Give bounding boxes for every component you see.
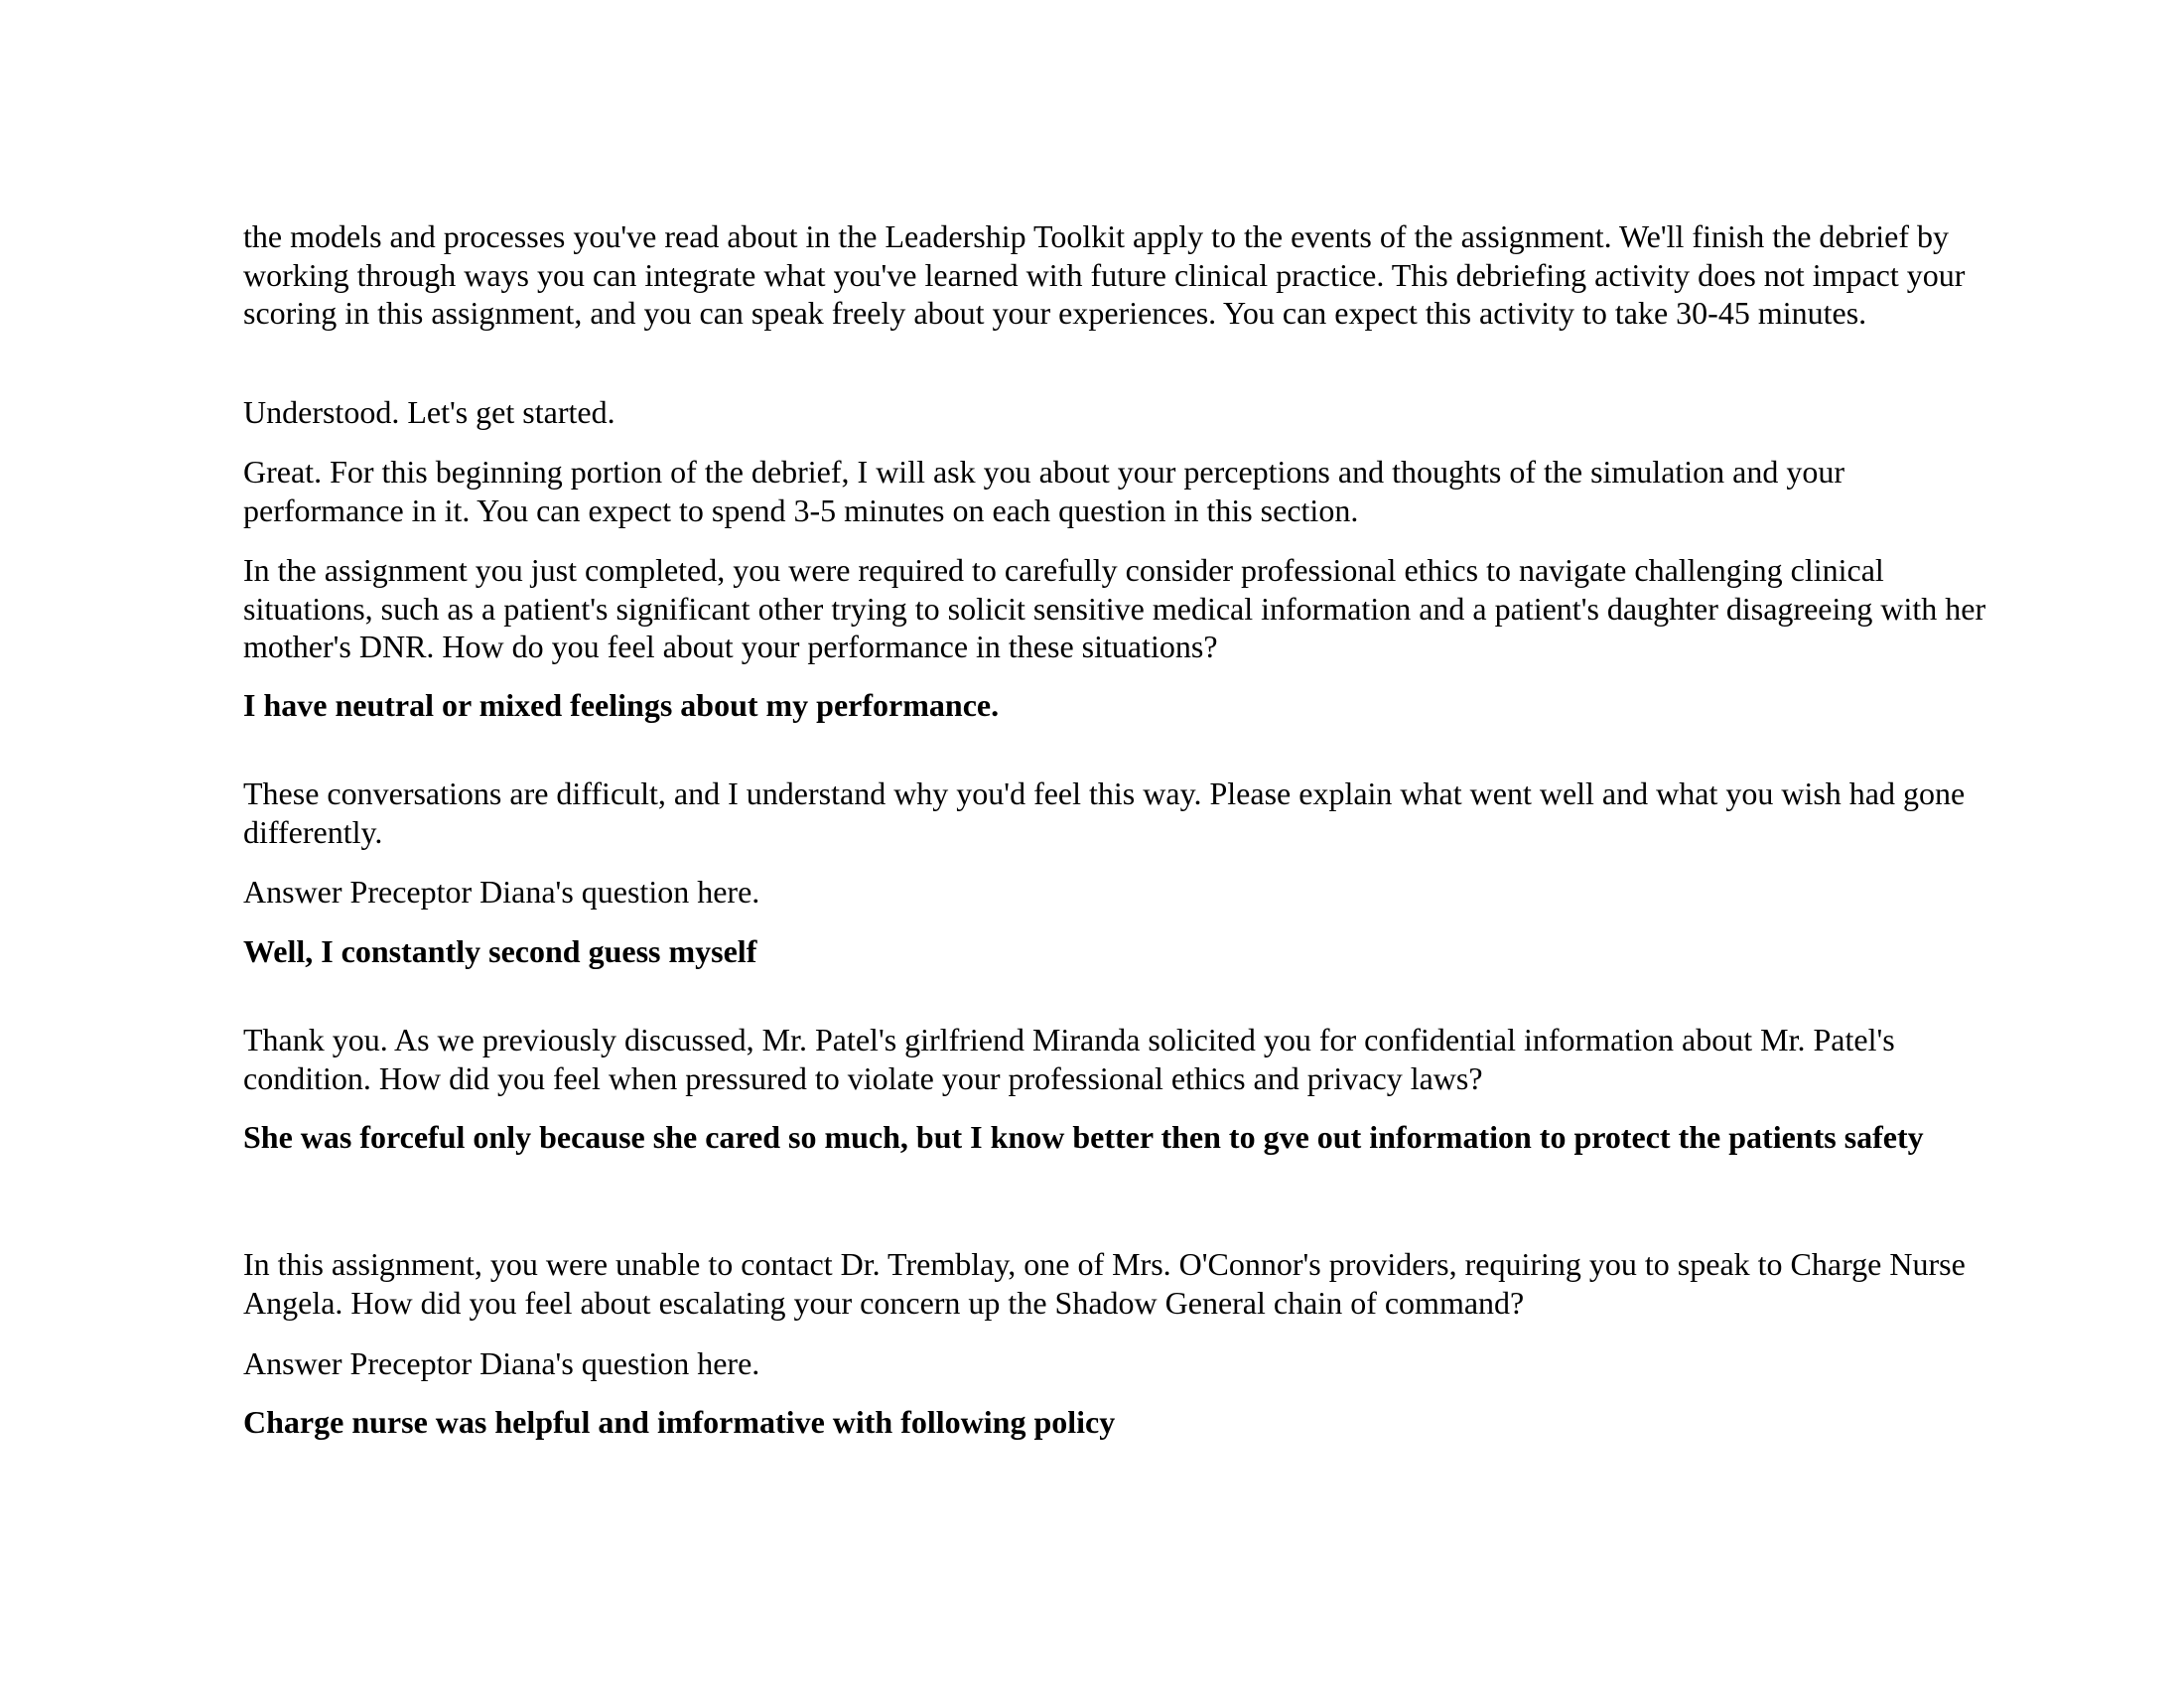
answer-prompt-2: Answer Preceptor Diana's question here. [243,1345,760,1381]
question-escalation: In this assignment, you were unable to contact Dr. Tremblay, one of Mrs. O'Connor's providers, requiring you to speak to Charge Nurse Angela. How did you feel about escalating your concern up the Shadow General chain of command? [243,1246,1966,1321]
intro-paragraph: the models and processes you've read about in the Leadership Toolkit apply to the events of the assignment. We'll finish the debrief by working through ways you can integrate what you've learned with future clinical practice. This debriefing activity does not impact your scoring in this assignment, and you can speak freely about your experiences. You can expect this activity to take 30-45 minutes. [243,218,1966,332]
answer-charge-nurse: Charge nurse was helpful and imformative with following policy [243,1404,1116,1440]
preceptor-paragraph: Great. For this beginning portion of the debrief, I will ask you about your perceptions and thoughts of the simulation and your performance in it. You can expect to spend 3-5 minutes on each question in this section. [243,454,1845,528]
question-performance: In the assignment you just completed, you were required to carefully consider professional ethics to navigate challenging clinical situations, such as a patient's significant other trying to solicit sensitive medical information and a patient's daughter disagreeing with her mother's DNR. How do you feel about your performance in these situations? [243,552,1986,665]
answer-prompt: Answer Preceptor Diana's question here. [243,874,760,910]
answer-mixed-feelings: I have neutral or mixed feelings about my performance. [243,687,1000,723]
answer-second-guess: Well, I constantly second guess myself [243,933,757,969]
question-explain: These conversations are difficult, and I understand why you'd feel this way. Please explain what went well and what you wish had gone differently. [243,775,1966,850]
question-miranda: Thank you. As we previously discussed, Mr. Patel's girlfriend Miranda solicited you for confidential information about Mr. Patel's condition. How did you feel when pressured to violate your professional ethics and privacy laws? [243,1022,1895,1096]
response-understood: Understood. Let's get started. [243,394,615,430]
answer-forceful: She was forceful only because she cared so much, but I know better then to gve out information to protect the patients safety [243,1119,1924,1155]
